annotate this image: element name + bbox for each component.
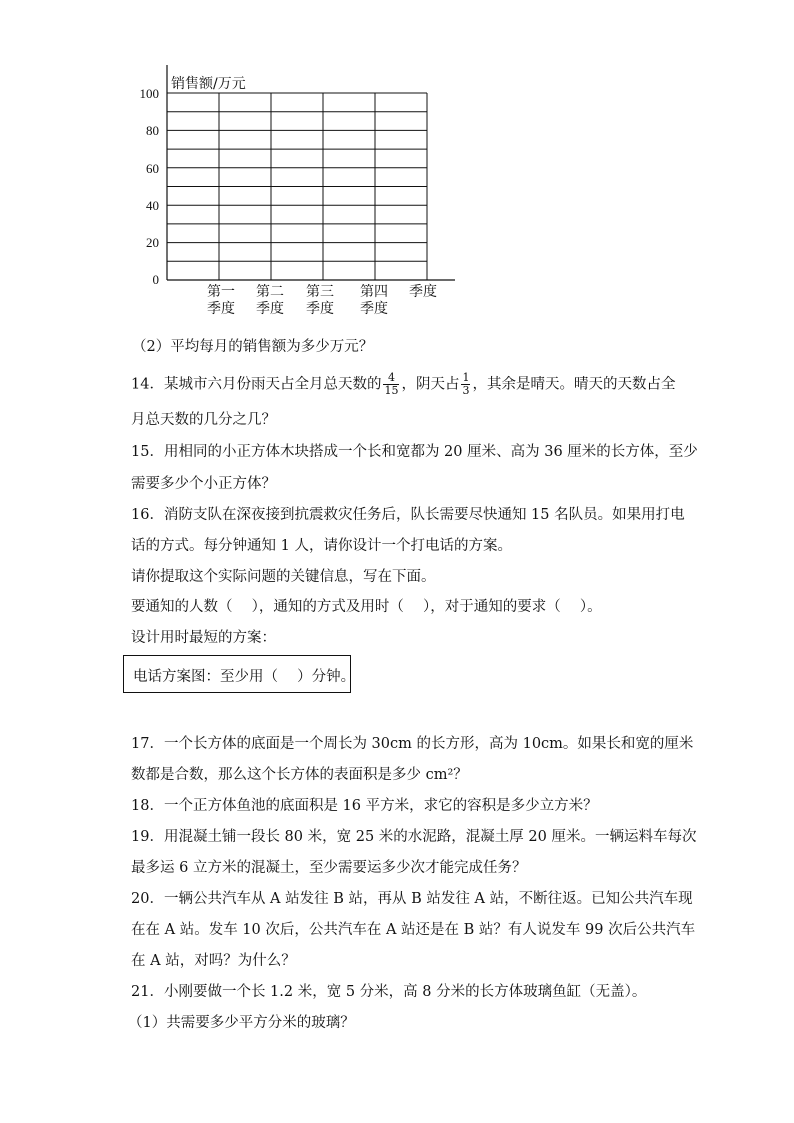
x-tick-q3-line2: 季度: [306, 301, 334, 317]
x-tick-q1-line1: 第一: [207, 284, 235, 300]
q15-line2: 需要多少个小正方体？: [131, 476, 276, 492]
x-axis-label: 季度: [409, 284, 437, 300]
q21-line1: 21．小刚要做一个长 1.2 米，宽 5 分米，高 8 分米的长方体玻璃鱼缸（无盖）。: [131, 984, 647, 1000]
phone-plan-text: 电话方案图：至少用（ ）分钟。: [133, 669, 356, 685]
x-tick-q4: [354, 284, 394, 318]
q19-line1: 19．用混凝土铺一段长 80 米，宽 25 米的水泥路，混凝土厚 20 厘米。一辆运料车每次: [131, 829, 697, 845]
sales-chart: [140, 65, 470, 325]
q16-line2: 话的方式。每分钟通知 1 人，请你设计一个打电话的方案。: [131, 538, 512, 554]
x-tick-q3-line1: 第三: [306, 284, 334, 300]
q17-line2: 数都是合数，那么这个长方体的表面积是多少 cm²？: [131, 767, 468, 783]
y-tick-0: 0: [152, 272, 159, 287]
q17-line1: 17．一个长方体的底面是一个周长为 30cm 的长方形，高为 10cm。如果长和宽的厘米: [131, 736, 694, 752]
x-tick-q2: [250, 284, 290, 318]
x-tick-q2-line1: 第二: [256, 284, 284, 300]
fraction-1-3: [461, 372, 470, 397]
q20-line3: 在 A 站，对吗？为什么？: [131, 953, 296, 969]
q16-line5: 设计用时最短的方案：: [131, 630, 276, 646]
q14-line1: [131, 372, 675, 397]
q20-line1: 20．一辆公共汽车从 A 站发往 B 站，再从 B 站发往 A 站，不断往返。已知公共汽车现: [131, 891, 693, 907]
chart-y-axis-label: 销售额/万元: [171, 76, 246, 92]
q15-line1: 15．用相同的小正方体木块搭成一个长和宽都为 20 厘米、高为 36 厘米的长方体，至少: [131, 444, 698, 460]
q16-line1: 16．消防支队在深夜接到抗震救灾任务后，队长需要尽快通知 15 名队员。如果用打电: [131, 507, 685, 523]
x-tick-q1-line2: 季度: [207, 301, 235, 317]
fraction-numerator: 1: [462, 371, 470, 384]
fraction-denominator: 3: [462, 384, 470, 397]
x-tick-q2-line2: 季度: [256, 301, 284, 317]
y-tick-20: 20: [146, 235, 159, 250]
fraction-numerator: 4: [383, 372, 399, 385]
fraction-4-15: [383, 372, 399, 397]
q14-text-a: 14．某城市六月份雨天占全月总天数的: [131, 376, 382, 393]
x-tick-q4-line2: 季度: [360, 301, 388, 317]
q14-line2: 月总天数的几分之几？: [131, 412, 276, 428]
y-tick-100: 100: [139, 86, 159, 101]
fraction-denominator: 15: [384, 384, 399, 397]
q13-part2: （2）平均每月的销售额为多少万元？: [132, 339, 374, 355]
q16-line4: 要通知的人数（ ），通知的方式及用时（ ），对于通知的要求（ ）。: [131, 599, 602, 615]
q18-line: 18．一个正方体鱼池的底面积是 16 平方米，求它的容积是多少立方米？: [131, 798, 598, 814]
q14-text-c: ，其余是晴天。晴天的天数占全: [472, 376, 676, 393]
y-tick-80: 80: [146, 123, 159, 138]
x-tick-q4-line1: 第四: [360, 284, 388, 300]
y-tick-40: 40: [146, 198, 159, 213]
x-tick-q3: [300, 284, 340, 318]
phone-plan-box: [123, 655, 356, 693]
q21-part1: （1）共需要多少平方分米的玻璃？: [128, 1015, 355, 1031]
q14-text-b: ，阴天占: [401, 376, 460, 393]
q19-line2: 最多运 6 立方米的混凝土，至少需要运多少次才能完成任务？: [131, 860, 527, 876]
q16-line3: 请你提取这个实际问题的关键信息，写在下面。: [131, 569, 436, 585]
q20-line2: 在在 A 站。发车 10 次后，公共汽车在 A 站还是在 B 站？有人说发车 99 次后公共汽车: [131, 922, 696, 938]
x-tick-q1: [201, 284, 241, 318]
y-tick-60: 60: [146, 161, 159, 176]
